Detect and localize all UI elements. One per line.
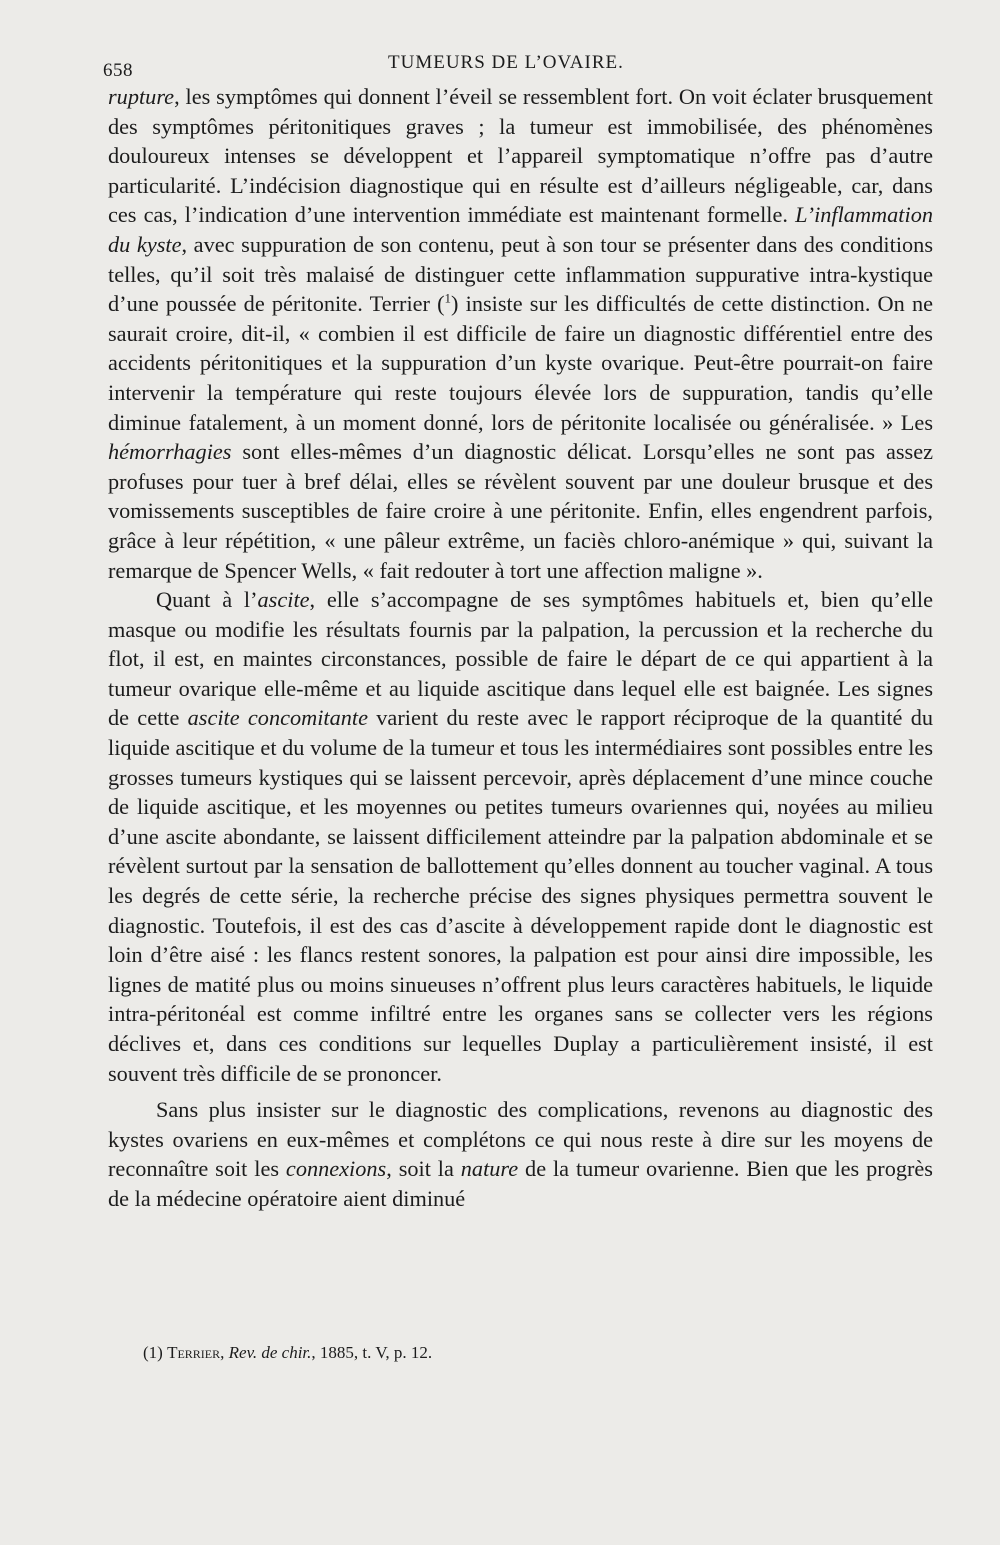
text-run: , elle s’accompagne de ses symptômes habituels et, bien qu’elle masque ou modifie les résultats fournis par la palpation, la percussion et la recherche du flot, il est, en maintes circonstances, possible de faire le départ de ce qui appartient à la tumeur ovarique elle-même et au liquide ascitique dans lequel elle est baignée. Les signes de cette bbox=[108, 587, 933, 731]
paragraph-complications bbox=[108, 82, 933, 585]
text-run: , soit la bbox=[386, 1156, 461, 1182]
paragraph-ascite bbox=[108, 585, 933, 1088]
text-run: de la tumeur ovarienne. Bien que les progrès de la médecine opératoire aient diminué bbox=[108, 1156, 933, 1211]
text-run: , avec suppuration de son contenu, peut à son tour se présenter dans des conditions telles, qu’il soit très malaisé de distinguer cette inflammation suppurative intra-kystique d’une poussée de péritonite. Terrier ( bbox=[108, 231, 933, 317]
running-head: TUMEURS DE L’OVAIRE. bbox=[388, 52, 624, 73]
text-run: , les symptômes qui donnent l’éveil se ressemblent fort. On voit éclater brusquement des symptômes péritonitiques graves ; la tumeur est immobilisée, des phénomènes douloureux intenses se développent et l’appareil symptomatique n’offre pas d’autre particularité. L’indécision diagnostique qui en résulte est d’ailleurs négligeable, car, dans ces cas, l’indication d’une intervention immédiate est maintenant formelle. bbox=[108, 84, 933, 228]
paragraph-connexions bbox=[108, 1095, 933, 1213]
text-run: Quant à l’ bbox=[156, 587, 258, 613]
page-number: 658 bbox=[103, 60, 133, 81]
text-run: , bbox=[220, 1343, 229, 1362]
text-run: Sans plus insister sur le diagnostic des complications, revenons au diagnostic des kystes ovariens en eux-mêmes et complétons ce qui nous reste à dire sur les moyens de reconnaître soit les bbox=[108, 1097, 933, 1182]
footnote-citation: , 1885, t. V, p. 12. bbox=[311, 1343, 433, 1362]
italic-term-ascite-concomitante: ascite concomitante bbox=[187, 705, 369, 731]
footnote bbox=[143, 1342, 933, 1364]
footnote-ref[interactable]: 1 bbox=[444, 290, 452, 306]
italic-term-connexions: connexions bbox=[285, 1156, 387, 1182]
text-run: varient du reste avec le rapport réciproque de la quantité du liquide ascitique et du volume de la tumeur et tous les intermédiaires sont possibles entre les grosses tumeurs kystiques qui se laissent percevoir, après déplacement d’une mince couche de liquide ascitique, et les moyennes ou petites tumeurs ovariennes qui, noyées au milieu d’une ascite abondante, se laissent difficilement atteindre par la palpation abdominale et se révèlent surtout par la sensation de ballottement qu’elles donnent au toucher vaginal. A tous les degrés de cette série, la recherche précise des signes physiques permettra souvent le diagnostic. Toutefois, il est des cas d’ascite à développement rapide dont le diagnostic est loin d’être aisé : les flancs restent sonores, la palpation est pour ainsi dire impossible, les lignes de matité plus ou moins sinueuses n’offrent plus leurs caractères habituels, le liquide intra-péritonéal est comme infiltré entre les organes sans se collecter vers les régions déclives et, dans ces conditions sur lequelles Duplay a particulièrement insisté, il est souvent très difficile de se prononcer. bbox=[108, 705, 934, 1086]
page-header bbox=[103, 52, 935, 82]
footnote-marker: (1) bbox=[143, 1343, 168, 1362]
italic-term-hemorrhagies: hémorrhagies bbox=[108, 439, 232, 465]
text-run: sont elles-mêmes d’un diagnostic délicat. Lorsqu’elles ne sont pas assez profuses pour tuer à bref délai, elles se révèlent souvent par une douleur brusque et des vomissements susceptibles de faire croire à une péritonite. Enfin, elles engendrent parfois, grâce à leur répétition, « une pâleur extrême, un faciès chloro-anémique » qui, suivant la remarque de Spencer Wells, « fait redouter à tort une affection maligne ». bbox=[108, 439, 933, 583]
italic-term-inflammation: L’inflammation du kyste bbox=[108, 202, 933, 257]
footnote-author: Terrier bbox=[167, 1343, 221, 1362]
italic-term-rupture: rupture bbox=[108, 84, 175, 109]
body-text bbox=[108, 82, 933, 1214]
italic-term-ascite: ascite bbox=[257, 587, 310, 613]
footnote-journal: Rev. de chir. bbox=[228, 1343, 312, 1362]
text-run: ) insiste sur les difficultés de cette distinction. On ne saurait croire, dit-il, « combien il est difficile de faire un diagnostic différentiel entre des accidents péritonitiques et la suppuration d’un kyste ovarique. Peut-être pourrait-on faire intervenir la température qui reste toujours élevée lors de suppuration, tandis qu’elle diminue fatalement, à un moment donné, lors de péritonite localisée ou généralisée. » Les bbox=[108, 291, 933, 435]
italic-term-nature: nature bbox=[460, 1156, 519, 1182]
